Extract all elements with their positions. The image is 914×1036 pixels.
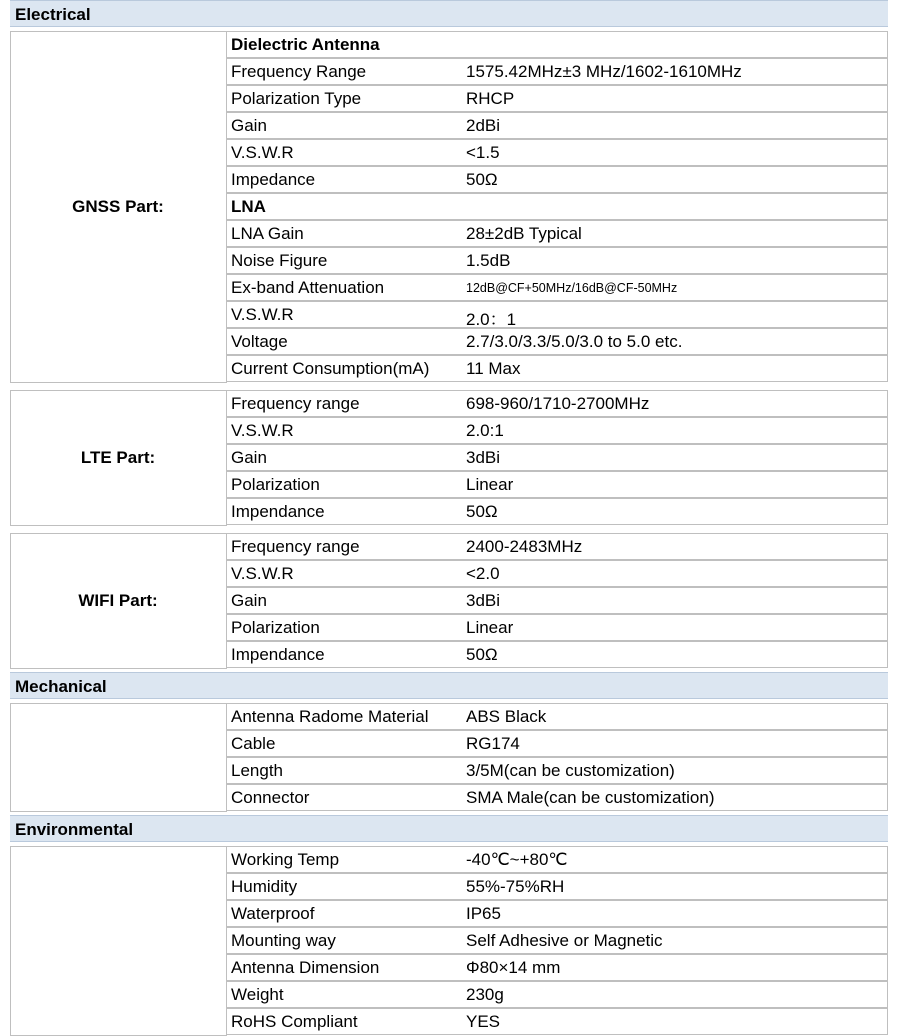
table-row <box>226 927 888 954</box>
param-label: V.S.W.R <box>231 143 294 162</box>
param-label: Voltage <box>231 332 288 351</box>
param-label: V.S.W.R <box>231 564 294 583</box>
param-label: Gain <box>231 591 267 610</box>
param-value: 230g <box>466 985 504 1004</box>
table-row <box>226 328 888 355</box>
table-row <box>226 900 888 927</box>
param-value: 3/5M(can be customization) <box>466 761 675 780</box>
param-value: Φ80×14 mm <box>466 958 561 977</box>
table-row <box>226 220 888 247</box>
param-value: IP65 <box>466 904 501 923</box>
section-header-environmental <box>10 815 888 842</box>
param-value: 12dB@CF+50MHz/16dB@CF-50MHz <box>466 281 678 295</box>
table-row <box>226 703 888 730</box>
param-label: LNA <box>231 197 266 216</box>
table-row <box>226 954 888 981</box>
param-value: 2.0：1 <box>466 310 517 329</box>
table-row <box>226 641 888 668</box>
table-row <box>226 757 888 784</box>
param-label: Antenna Radome Material <box>231 707 429 726</box>
param-value: 50Ω <box>466 502 498 521</box>
table-row <box>226 614 888 641</box>
param-value: Linear <box>466 618 514 637</box>
table-row <box>226 444 888 471</box>
section-title: Environmental <box>15 820 134 839</box>
param-value: 3dBi <box>466 591 501 610</box>
table-row <box>226 166 888 193</box>
param-value: -40℃~+80℃ <box>466 850 568 869</box>
param-value: RG174 <box>466 734 520 753</box>
param-value: 1.5dB <box>466 251 511 270</box>
table-row <box>226 471 888 498</box>
param-label: Antenna Dimension <box>231 958 380 977</box>
param-label: Gain <box>231 116 267 135</box>
table-row <box>226 587 888 614</box>
group-gnss-part <box>10 31 227 383</box>
table-row <box>226 112 888 139</box>
param-label: Length <box>231 761 283 780</box>
param-value: <2.0 <box>466 564 500 583</box>
param-value: 50Ω <box>466 645 498 664</box>
param-label: Waterproof <box>231 904 315 923</box>
table-row <box>226 85 888 112</box>
param-value: 2.7/3.0/3.3/5.0/3.0 to 5.0 etc. <box>466 332 683 351</box>
param-label: Cable <box>231 734 276 753</box>
param-value: 11 Max <box>466 359 521 378</box>
param-value: 50Ω <box>466 170 498 189</box>
param-label: Ex-band Attenuation <box>231 278 385 297</box>
table-row <box>226 355 888 382</box>
param-label: Frequency Range <box>231 62 367 81</box>
param-value: <1.5 <box>466 143 500 162</box>
param-label: Mounting way <box>231 931 336 950</box>
table-row <box>226 730 888 757</box>
table-row <box>226 301 888 328</box>
param-label: Current Consumption(mA) <box>231 359 430 378</box>
group-environmental <box>10 846 227 1036</box>
table-row <box>226 193 888 220</box>
param-value: Self Adhesive or Magnetic <box>466 931 663 950</box>
param-label: V.S.W.R <box>231 305 294 324</box>
table-row <box>226 274 888 301</box>
param-label: Frequency range <box>231 394 360 413</box>
table-row <box>226 873 888 900</box>
param-value: 2400-2483MHz <box>466 537 583 556</box>
param-value: 28±2dB Typical <box>466 224 582 243</box>
param-value: YES <box>466 1012 501 1031</box>
param-label: Polarization <box>231 618 320 637</box>
param-value: RHCP <box>466 89 515 108</box>
group-label: LTE Part: <box>80 447 156 467</box>
param-value: SMA Male(can be customization) <box>466 788 715 807</box>
param-value: ABS Black <box>466 707 547 726</box>
param-label: Gain <box>231 448 267 467</box>
param-label: Impendance <box>231 502 325 521</box>
param-value: 3dBi <box>466 448 501 467</box>
param-value: 2.0:1 <box>466 421 504 440</box>
param-label: Polarization Type <box>231 89 362 108</box>
param-label: LNA Gain <box>231 224 304 243</box>
param-value: 55%-75%RH <box>466 877 565 896</box>
group-lte-part <box>10 390 227 526</box>
section-title: Mechanical <box>15 677 107 696</box>
param-label: Humidity <box>231 877 298 896</box>
param-label: Impedance <box>231 170 316 189</box>
param-label: Working Temp <box>231 850 340 869</box>
table-row <box>226 1008 888 1035</box>
table-row <box>226 31 888 58</box>
table-row <box>226 560 888 587</box>
param-label: Polarization <box>231 475 320 494</box>
section-header-electrical <box>10 0 888 27</box>
param-label: Dielectric Antenna <box>231 35 380 54</box>
param-value: 1575.42MHz±3 MHz/1602-1610MHz <box>466 62 742 81</box>
param-label: Frequency range <box>231 537 360 556</box>
table-row <box>226 139 888 166</box>
param-label: V.S.W.R <box>231 421 294 440</box>
section-title: Electrical <box>15 5 91 24</box>
group-label: GNSS Part: <box>72 196 164 216</box>
param-value: 2dBi <box>466 116 501 135</box>
section-header-mechanical <box>10 672 888 699</box>
param-label: Noise Figure <box>231 251 328 270</box>
param-label: Connector <box>231 788 310 807</box>
group-mechanical <box>10 703 227 812</box>
param-value: 698-960/1710-2700MHz <box>466 394 650 413</box>
param-label: RoHS Compliant <box>231 1012 358 1031</box>
param-label: Weight <box>231 985 284 1004</box>
table-row <box>226 498 888 525</box>
group-label: WIFI Part: <box>78 590 158 610</box>
table-row <box>226 247 888 274</box>
table-row <box>226 846 888 873</box>
table-row <box>226 417 888 444</box>
table-row <box>226 784 888 811</box>
table-row <box>226 390 888 417</box>
param-value: Linear <box>466 475 514 494</box>
table-row <box>226 58 888 85</box>
group-wifi-part <box>10 533 227 669</box>
table-row <box>226 981 888 1008</box>
table-row <box>226 533 888 560</box>
param-label: Impendance <box>231 645 325 664</box>
